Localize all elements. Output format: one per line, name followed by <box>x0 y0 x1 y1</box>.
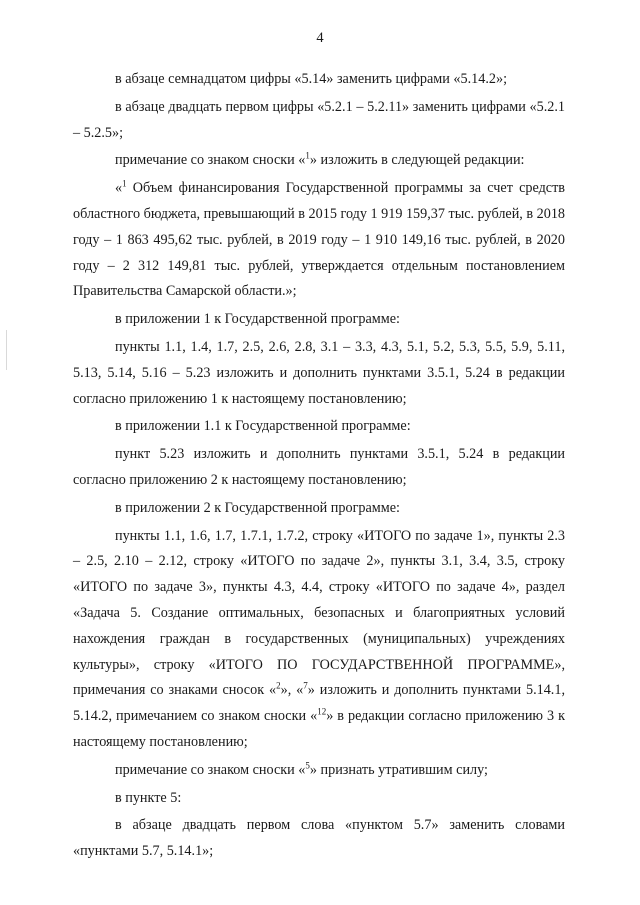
footnote-mark: 7 <box>303 680 308 691</box>
page-number: 4 <box>316 30 324 46</box>
footnote-mark: 2 <box>276 680 281 691</box>
footnote-mark: 5 <box>305 759 310 770</box>
document-body <box>73 60 565 865</box>
paragraph: примечание со знаком сноски «$^1$» изложить в следующей редакции: <box>115 150 525 169</box>
paragraph: в абзаце семнадцатом цифры «5.14» заменить цифрами «5.14.2»; <box>115 71 508 87</box>
paragraph: в приложении 1 к Государственной программе: <box>115 311 400 328</box>
paragraph: в пункте 5: <box>115 789 182 806</box>
footnote-mark: 1 <box>122 178 127 189</box>
quoted-footnote-paragraph: «$^1$ Объем финансирования Государственной программы за счет средств областного бюджета, превышающий в 2015 году 1 919 159,37 тыс. рублей, в 2018 году – 1 863 495,62 тыс. рублей, в 2019 году – 1 910 149,16 тыс. рублей, в 2020 году – 2 312 149,81 тыс. рублей, утверждается отдельным постановлением Правительства Самарской области.»; <box>73 178 566 300</box>
paragraph: примечание со знаком сноски «$^5$» признать утратившим силу; <box>115 759 488 778</box>
paragraph: в абзаце двадцать первом слова «пунктом 5.7» заменить словами «пунктами 5.7, 5.14.1»; <box>73 817 565 860</box>
paragraph: в абзаце двадцать первом цифры «5.2.1 – 5.2.11» заменить цифрами «5.2.1 – 5.2.5»; <box>73 98 565 141</box>
paragraph: пункт 5.23 изложить и дополнить пунктами 3.5.1, 5.24 в редакции согласно приложению 2 к настоящему постановлению; <box>73 446 565 488</box>
footnote-mark: 1 <box>305 150 310 161</box>
paragraph: пункты 1.1, 1.4, 1.7, 2.5, 2.6, 2.8, 3.1 – 3.3, 4.3, 5.1, 5.2, 5.3, 5.5, 5.9, 5.11, 5.13, 5.14, 5.16 – 5.23 изложить и дополнить пунктами 3.5.1, 5.24 в редакции согласно приложению 1 к настоящему постановлению; <box>73 338 565 407</box>
footnote-mark: 12 <box>317 706 327 717</box>
paragraph: пункты 1.1, 1.6, 1.7, 1.7.1, 1.7.2, строку «ИТОГО по задаче 1», пункты 2.3 – 2.5, 2.10 – 2.12, строку «ИТОГО по задаче 2», пункты 3.1, 3.4, 3.5, строку «ИТОГО по задаче 3», пункты 4.3, 4.4, строку «ИТОГО по задаче 4», раздел «Задача 5. Создание оптимальных, безопасных и благоприятных условий нахождения граждан в государственных (муниципальных) учреждениях культуры», строку «ИТОГО ПО ГОСУДАРСТВЕННОЙ ПРОГРАММЕ», примечания со знаками сносок «$^2$», «$^7$» изложить и дополнить пунктами 5.14.1, 5.14.2, примечанием со знаком сноски «$^{12}$» в редакции согласно приложению 3 к настоящему постановлению; <box>73 527 565 750</box>
scan-margin-line <box>6 330 7 370</box>
paragraph: в приложении 1.1 к Государственной программе: <box>115 418 411 435</box>
paragraph: в приложении 2 к Государственной программе: <box>115 499 400 516</box>
